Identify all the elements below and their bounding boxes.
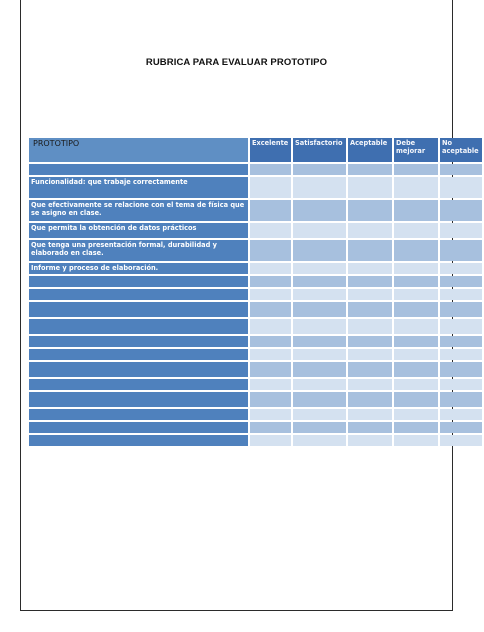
score-cell-excelente[interactable] xyxy=(250,392,291,407)
criterion-cell xyxy=(29,302,248,317)
criterion-cell xyxy=(29,422,248,433)
table-header-row xyxy=(29,138,482,162)
score-cell-debe-mejorar[interactable] xyxy=(394,379,438,390)
criterion-cell xyxy=(29,349,248,360)
score-cell-satisfactorio[interactable] xyxy=(293,289,346,300)
score-cell-no-aceptable[interactable] xyxy=(440,263,482,274)
score-cell-debe-mejorar[interactable] xyxy=(394,240,438,261)
score-cell-excelente[interactable] xyxy=(250,164,291,175)
score-cell-aceptable[interactable] xyxy=(348,379,392,390)
score-cell-aceptable[interactable] xyxy=(348,409,392,420)
score-cell-excelente[interactable] xyxy=(250,276,291,287)
page-frame xyxy=(20,0,479,611)
score-cell-aceptable[interactable] xyxy=(348,240,392,261)
score-cell-excelente[interactable] xyxy=(250,177,291,198)
score-cell-satisfactorio[interactable] xyxy=(293,392,346,407)
score-cell-aceptable[interactable] xyxy=(348,263,392,274)
score-cell-debe-mejorar[interactable] xyxy=(394,302,438,317)
criterion-cell: Funcionalidad: que trabaje correctamente xyxy=(29,177,248,198)
table-row xyxy=(29,319,482,334)
score-cell-aceptable[interactable] xyxy=(348,177,392,198)
score-cell-debe-mejorar[interactable] xyxy=(394,349,438,360)
score-cell-satisfactorio[interactable] xyxy=(293,164,346,175)
score-cell-no-aceptable[interactable] xyxy=(440,164,482,175)
score-cell-satisfactorio[interactable] xyxy=(293,422,346,433)
score-cell-debe-mejorar[interactable] xyxy=(394,392,438,407)
score-cell-excelente[interactable] xyxy=(250,223,291,238)
table-row xyxy=(29,409,482,420)
criterion-cell xyxy=(29,362,248,377)
criterion-cell: Informe y proceso de elaboración. xyxy=(29,263,248,274)
score-cell-satisfactorio[interactable] xyxy=(293,362,346,377)
criterion-cell: Que efectivamente se relacione con el tema de física que se asigno en clase. xyxy=(29,200,248,221)
score-cell-no-aceptable[interactable] xyxy=(440,302,482,317)
criterion-cell xyxy=(29,289,248,300)
criterion-cell xyxy=(29,379,248,390)
header-satisfactorio: Satisfactorio xyxy=(293,138,346,162)
table-row xyxy=(29,177,482,198)
score-cell-no-aceptable[interactable] xyxy=(440,240,482,261)
score-cell-debe-mejorar[interactable] xyxy=(394,336,438,347)
score-cell-debe-mejorar[interactable] xyxy=(394,435,438,446)
score-cell-excelente[interactable] xyxy=(250,263,291,274)
score-cell-excelente[interactable] xyxy=(250,289,291,300)
score-cell-excelente[interactable] xyxy=(250,409,291,420)
table-row xyxy=(29,223,482,238)
score-cell-excelente[interactable] xyxy=(250,349,291,360)
rubric-body xyxy=(29,164,482,446)
score-cell-debe-mejorar[interactable] xyxy=(394,289,438,300)
score-cell-excelente[interactable] xyxy=(250,362,291,377)
document-title: RUBRICA PARA EVALUAR PROTOTIPO xyxy=(145,57,328,68)
score-cell-no-aceptable[interactable] xyxy=(440,379,482,390)
score-cell-debe-mejorar[interactable] xyxy=(394,200,438,221)
score-cell-aceptable[interactable] xyxy=(348,362,392,377)
criterion-cell: Que permita la obtención de datos prácticos xyxy=(29,223,248,238)
table-row xyxy=(29,379,482,390)
score-cell-satisfactorio[interactable] xyxy=(293,177,346,198)
header-aceptable: Aceptable xyxy=(348,138,392,162)
score-cell-no-aceptable[interactable] xyxy=(440,362,482,377)
score-cell-no-aceptable[interactable] xyxy=(440,435,482,446)
score-cell-satisfactorio[interactable] xyxy=(293,435,346,446)
header-excelente: Excelente xyxy=(250,138,291,162)
score-cell-debe-mejorar[interactable] xyxy=(394,319,438,334)
score-cell-aceptable[interactable] xyxy=(348,289,392,300)
score-cell-aceptable[interactable] xyxy=(348,336,392,347)
score-cell-aceptable[interactable] xyxy=(348,200,392,221)
score-cell-aceptable[interactable] xyxy=(348,422,392,433)
table-row xyxy=(29,392,482,407)
score-cell-debe-mejorar[interactable] xyxy=(394,223,438,238)
header-prototipo: PROTOTIPO xyxy=(29,138,248,162)
criterion-cell xyxy=(29,409,248,420)
score-cell-no-aceptable[interactable] xyxy=(440,177,482,198)
score-cell-debe-mejorar[interactable] xyxy=(394,362,438,377)
score-cell-satisfactorio[interactable] xyxy=(293,263,346,274)
criterion-cell xyxy=(29,164,248,175)
table-row xyxy=(29,422,482,433)
criterion-cell xyxy=(29,392,248,407)
score-cell-no-aceptable[interactable] xyxy=(440,319,482,334)
score-cell-no-aceptable[interactable] xyxy=(440,276,482,287)
score-cell-no-aceptable[interactable] xyxy=(440,409,482,420)
score-cell-aceptable[interactable] xyxy=(348,223,392,238)
score-cell-debe-mejorar[interactable] xyxy=(394,409,438,420)
table-row xyxy=(29,362,482,377)
score-cell-debe-mejorar[interactable] xyxy=(394,164,438,175)
score-cell-debe-mejorar[interactable] xyxy=(394,422,438,433)
criterion-cell xyxy=(29,435,248,446)
score-cell-satisfactorio[interactable] xyxy=(293,240,346,261)
score-cell-aceptable[interactable] xyxy=(348,276,392,287)
score-cell-satisfactorio[interactable] xyxy=(293,223,346,238)
criterion-cell xyxy=(29,336,248,347)
table-row xyxy=(29,164,482,175)
table-row xyxy=(29,336,482,347)
table-row xyxy=(29,289,482,300)
score-cell-satisfactorio[interactable] xyxy=(293,336,346,347)
table-row xyxy=(29,240,482,261)
table-row xyxy=(29,302,482,317)
score-cell-debe-mejorar[interactable] xyxy=(394,276,438,287)
score-cell-excelente[interactable] xyxy=(250,240,291,261)
table-row xyxy=(29,349,482,360)
score-cell-satisfactorio[interactable] xyxy=(293,319,346,334)
score-cell-debe-mejorar[interactable] xyxy=(394,263,438,274)
score-cell-excelente[interactable] xyxy=(250,379,291,390)
score-cell-aceptable[interactable] xyxy=(348,435,392,446)
score-cell-debe-mejorar[interactable] xyxy=(394,177,438,198)
criterion-cell xyxy=(29,276,248,287)
score-cell-aceptable[interactable] xyxy=(348,349,392,360)
score-cell-no-aceptable[interactable] xyxy=(440,422,482,433)
score-cell-excelente[interactable] xyxy=(250,200,291,221)
score-cell-excelente[interactable] xyxy=(250,319,291,334)
score-cell-satisfactorio[interactable] xyxy=(293,200,346,221)
header-debe-mejorar: Debe mejorar xyxy=(394,138,438,162)
rubric-table xyxy=(27,136,484,448)
score-cell-no-aceptable[interactable] xyxy=(440,223,482,238)
score-cell-no-aceptable[interactable] xyxy=(440,200,482,221)
score-cell-no-aceptable[interactable] xyxy=(440,289,482,300)
table-row xyxy=(29,435,482,446)
header-no-aceptable: No aceptable xyxy=(440,138,482,162)
score-cell-aceptable[interactable] xyxy=(348,164,392,175)
score-cell-aceptable[interactable] xyxy=(348,302,392,317)
score-cell-satisfactorio[interactable] xyxy=(293,276,346,287)
score-cell-satisfactorio[interactable] xyxy=(293,409,346,420)
score-cell-excelente[interactable] xyxy=(250,422,291,433)
score-cell-no-aceptable[interactable] xyxy=(440,349,482,360)
table-row xyxy=(29,276,482,287)
score-cell-no-aceptable[interactable] xyxy=(440,336,482,347)
score-cell-aceptable[interactable] xyxy=(348,392,392,407)
score-cell-excelente[interactable] xyxy=(250,336,291,347)
score-cell-aceptable[interactable] xyxy=(348,319,392,334)
criterion-cell xyxy=(29,319,248,334)
score-cell-excelente[interactable] xyxy=(250,435,291,446)
score-cell-satisfactorio[interactable] xyxy=(293,379,346,390)
score-cell-satisfactorio[interactable] xyxy=(293,302,346,317)
score-cell-excelente[interactable] xyxy=(250,302,291,317)
criterion-cell: Que tenga una presentación formal, durabilidad y elaborado en clase. xyxy=(29,240,248,261)
score-cell-satisfactorio[interactable] xyxy=(293,349,346,360)
table-row xyxy=(29,263,482,274)
table-row xyxy=(29,200,482,221)
score-cell-no-aceptable[interactable] xyxy=(440,392,482,407)
